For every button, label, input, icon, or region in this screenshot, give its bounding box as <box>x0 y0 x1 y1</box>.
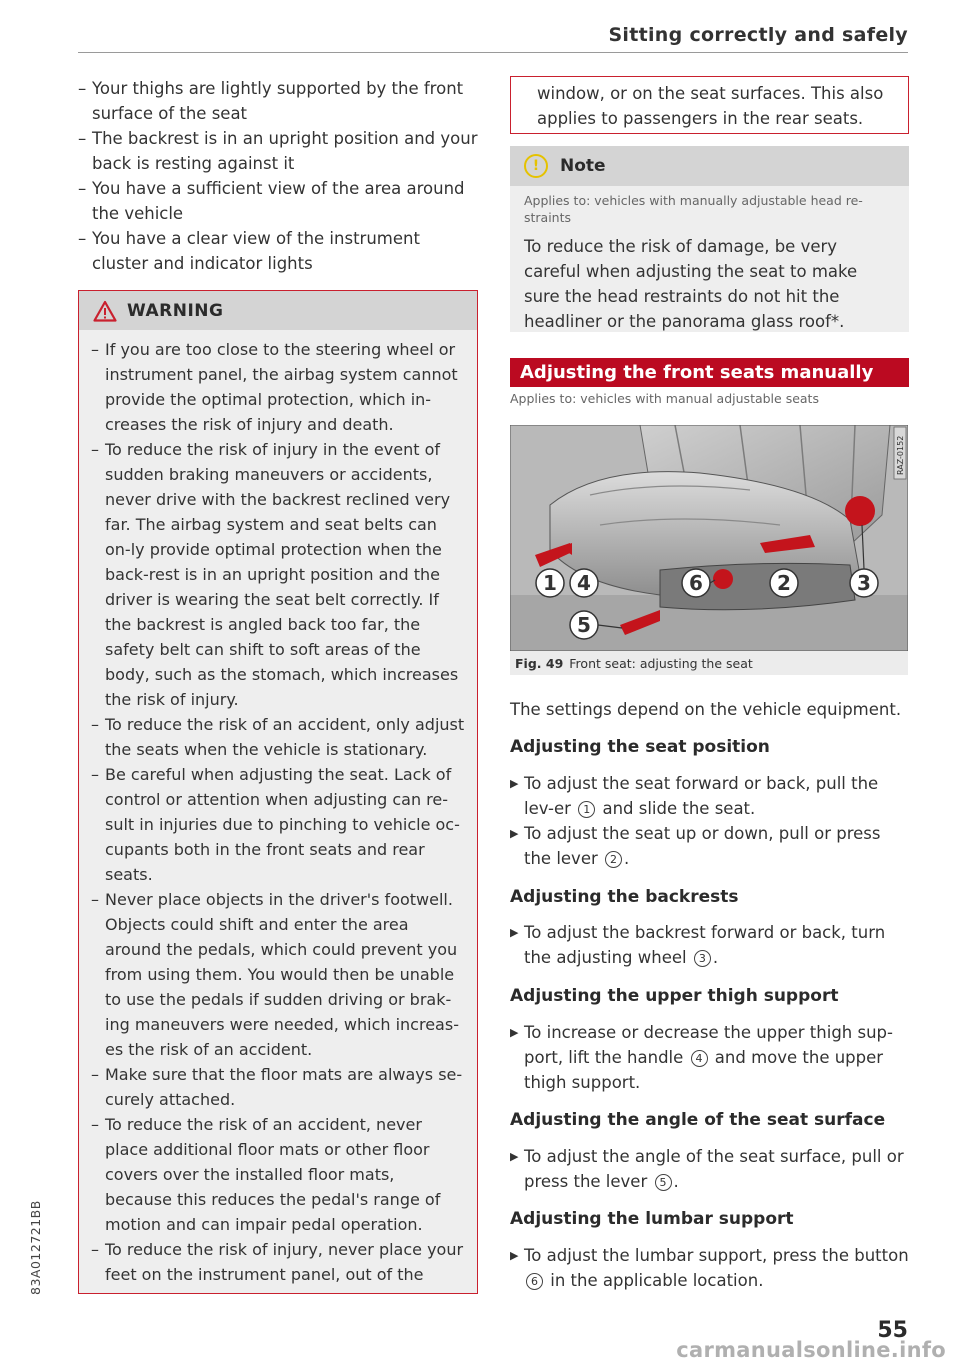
warning-triangle-icon <box>93 300 117 322</box>
document-code: 83A012721BB <box>28 1200 43 1295</box>
figure-code: RAZ-0152 <box>896 435 905 475</box>
callout-number: 6 <box>526 1273 543 1290</box>
step-bullet-icon: ▶ <box>510 1026 519 1039</box>
figure-caption <box>510 651 908 675</box>
list-item: – If you are too close to the steering wheel or instrument panel, the airbag system cannot provide the optimal protection, which in-creases the risk of injury and death. <box>91 337 465 437</box>
instruction-step: ▶ To increase or decrease the upper thigh sup-port, lift the handle 4 and move the upper thigh support. <box>510 1020 910 1095</box>
note-icon: ! <box>524 154 548 178</box>
note-title: Note <box>560 156 606 176</box>
callout-number: 4 <box>691 1050 708 1067</box>
seat-adjustment-figure <box>510 425 908 651</box>
callout-number: 1 <box>578 801 595 818</box>
note-header <box>510 146 909 186</box>
list-item: – The backrest is in an upright position and your back is resting against it <box>78 126 478 176</box>
callout-number: 2 <box>605 851 622 868</box>
section-title: Adjusting the front seats manually <box>520 362 874 383</box>
warning-header <box>79 291 477 330</box>
figure-caption-number: Fig. 49 <box>515 655 564 671</box>
list-item: – Make sure that the floor mats are always se-curely attached. <box>91 1062 465 1112</box>
watermark: carmanualsonline.info <box>676 1338 946 1362</box>
intro-list <box>78 76 478 276</box>
figure-caption-text: Front seat: adjusting the seat <box>569 655 753 671</box>
subsection-title: Adjusting the seat position <box>510 737 770 757</box>
figure-label-4: 4 <box>577 571 591 595</box>
figure-label-5: 5 <box>577 613 591 637</box>
list-item: – To reduce the risk of injury, never place your feet on the instrument panel, out of the <box>91 1237 465 1287</box>
intro-paragraph: The settings depend on the vehicle equipment. <box>510 700 902 719</box>
instruction-step: ▶ To adjust the seat up or down, pull or press the lever 2 . <box>510 821 910 871</box>
callout-number: 3 <box>694 950 711 967</box>
step-bullet-icon: ▶ <box>510 1249 519 1262</box>
figure-label-3: 3 <box>857 571 871 595</box>
page-number: 55 <box>877 1318 908 1343</box>
subsection-title: Adjusting the angle of the seat surface <box>510 1110 886 1130</box>
adjusting-wheel-3 <box>845 496 875 526</box>
instruction-step: ▶ To adjust the angle of the seat surface, pull or press the lever 5 . <box>510 1144 910 1194</box>
step-bullet-icon: ▶ <box>510 777 519 790</box>
header-divider <box>78 52 908 53</box>
list-item: – To reduce the risk of an accident, never place additional floor mats or other floor covers over the installed floor mats, because this reduces the pedal's range of motion and can impair pedal operation. <box>91 1112 465 1237</box>
list-item: – Be careful when adjusting the seat. Lack of control or attention when adjusting can re-sult in injuries due to pinching to vehicle oc-cupants both in the front seats and rear seats. <box>91 762 465 887</box>
list-item: – To reduce the risk of injury in the event of sudden braking maneuvers or accidents, never drive with the backrest reclined very far. The airbag system and seat belts can on-ly provide optimal protection when the back-rest is in an upright position and the driver is wearing the seat belt correctly. If the backrest is angled back too far, the safety belt can shift to soft areas of the body, such as the stomach, which increases the risk of injury. <box>91 437 465 712</box>
figure-label-2: 2 <box>777 571 791 595</box>
section-applies-to: Applies to: vehicles with manual adjustable seats <box>510 391 819 406</box>
list-item: – Your thighs are lightly supported by the front surface of the seat <box>78 76 478 126</box>
instruction-step: ▶ To adjust the lumbar support, press the button 6 in the applicable location. <box>510 1243 910 1293</box>
warning-body <box>79 330 477 1287</box>
subsection-title: Adjusting the upper thigh support <box>510 986 839 1006</box>
page-header-title: Sitting correctly and safely <box>608 24 908 46</box>
step-bullet-icon: ▶ <box>510 1150 519 1163</box>
instruction-step: ▶ To adjust the seat forward or back, pull the lev-er 1 and slide the seat. <box>510 771 910 821</box>
subsection-title: Adjusting the lumbar support <box>510 1209 794 1229</box>
step-bullet-icon: ▶ <box>510 926 519 939</box>
instruction-step: ▶ To adjust the backrest forward or back, turn the adjusting wheel 3 . <box>510 920 910 970</box>
lumbar-button-6 <box>713 569 733 589</box>
step-bullet-icon: ▶ <box>510 827 519 840</box>
list-item: – You have a sufficient view of the area around the vehicle <box>78 176 478 226</box>
list-item: – You have a clear view of the instrument cluster and indicator lights <box>78 226 478 276</box>
intro-list-container <box>78 76 478 276</box>
warning-continuation-box <box>510 76 909 134</box>
figure-label-1: 1 <box>543 571 557 595</box>
note-text: To reduce the risk of damage, be very careful when adjusting the seat to make sure the head restraints do not hit the headliner or the panorama glass roof*. <box>524 237 858 331</box>
warning-list <box>91 337 465 1287</box>
warning-title: WARNING <box>127 300 224 321</box>
note-box <box>510 146 909 332</box>
section-title-banner <box>510 358 909 387</box>
callout-number: 5 <box>655 1174 672 1191</box>
warning-box <box>78 290 478 1294</box>
list-item: – To reduce the risk of an accident, only adjust the seats when the vehicle is stationary. <box>91 712 465 762</box>
figure-label-6: 6 <box>689 571 703 595</box>
list-item: – Never place objects in the driver's footwell. Objects could shift and enter the area around the pedals, which could prevent you from using them. You would then be unable to use the pedals if sudden driving or brak-ing maneuvers were needed, which increas-es the risk of an accident. <box>91 887 465 1062</box>
note-applies-to: Applies to: vehicles with manually adjustable head re-straints <box>524 193 863 225</box>
warning-continuation-text: window, or on the seat surfaces. This also applies to passengers in the rear seats. <box>537 84 884 128</box>
subsection-title: Adjusting the backrests <box>510 887 739 907</box>
